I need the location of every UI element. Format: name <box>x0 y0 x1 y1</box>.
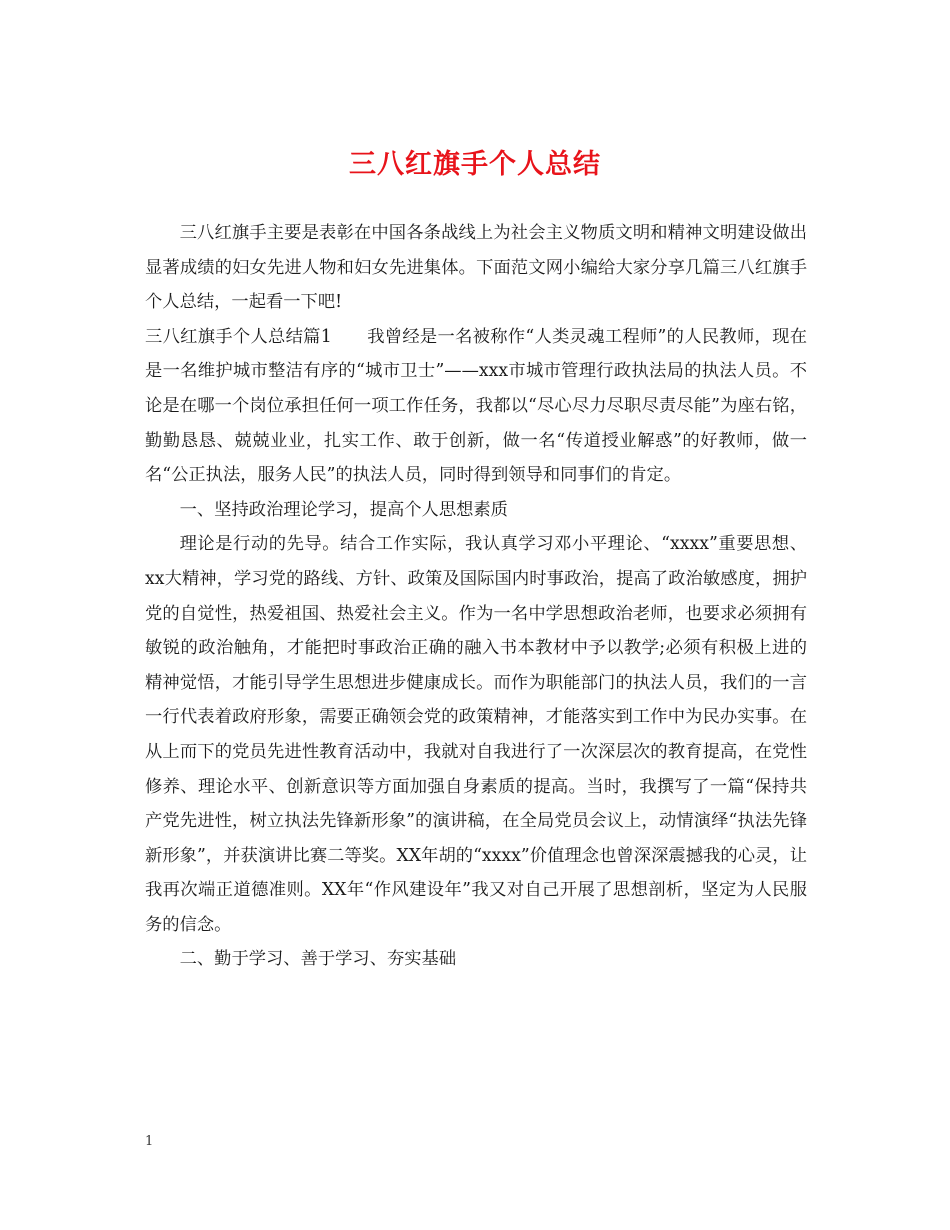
document-title: 三八红旗手个人总结 <box>349 149 601 180</box>
body-paragraph: 理论是行动的先导。结合工作实际，我认真学习邓小平理论、“xxxx”重要思想、xx大精神，学习党的路线、方针、政策及国际国内时事政治，提高了政治敏感度，拥护党的自觉性，热爱祖国、热爱社会主义。作为一名中学思想政治老师，也要求必须拥有敏锐的政治触角，才能把时事政治正确的融入书本教材中予以教学;必须有积极上进的精神觉悟，才能引导学生思想进步健康成长。而作为职能部门的执法人员，我们的一言一行代表着政府形象，需要正确领会党的政策精神，才能落实到工作中为民办实事。在从上而下的党员先进性教育活动中，我就对自我进行了一次深层次的教育提高，在党性修养、理论水平、创新意识等方面加强自身素质的提高。当时，我撰写了一篇“保持共产党先进性，树立执法先锋新形象”的演讲稿，在全局党员会议上，动情演绎“执法先锋新形象”，并获演讲比赛二等奖。XX年胡的“xxxx”价值理念也曾深深震撼我的心灵，让我再次端正道德准则。XX年“作风建设年”我又对自己开展了思想剖析，坚定为人民服务的信念。 <box>145 534 807 935</box>
document-body <box>145 216 807 977</box>
intro-paragraph: 三八红旗手主要是表彰在中国各条战线上为社会主义物质文明和精神文明建设做出显著成绩的妇女先进人物和妇女先进集体。下面范文网小编给大家分享几篇三八红旗手个人总结，一起看一下吧! <box>145 223 807 313</box>
section-heading-2: 二、勤于学习、善于学习、夯实基础 <box>179 949 457 970</box>
section-paragraph: 三八红旗手个人总结篇1 我曾经是一名被称作“人类灵魂工程师”的人民教师，现在是一名维护城市整洁有序的“城市卫士”——xxx市城市管理行政执法局的执法人员。不论是在哪一个岗位承担任何一项工作任务，我都以“尽心尽力尽职尽责尽能”为座右铭，勤勤恳恳、兢兢业业，扎实工作、敢于创新，做一名“传道授业解惑”的好教师，做一名“公正执法，服务人民”的执法人员，同时得到领导和同事们的肯定。 <box>145 326 807 486</box>
section-heading-1: 一、坚持政治理论学习，提高个人思想素质 <box>179 499 508 520</box>
page-number: 1 <box>145 1134 154 1149</box>
